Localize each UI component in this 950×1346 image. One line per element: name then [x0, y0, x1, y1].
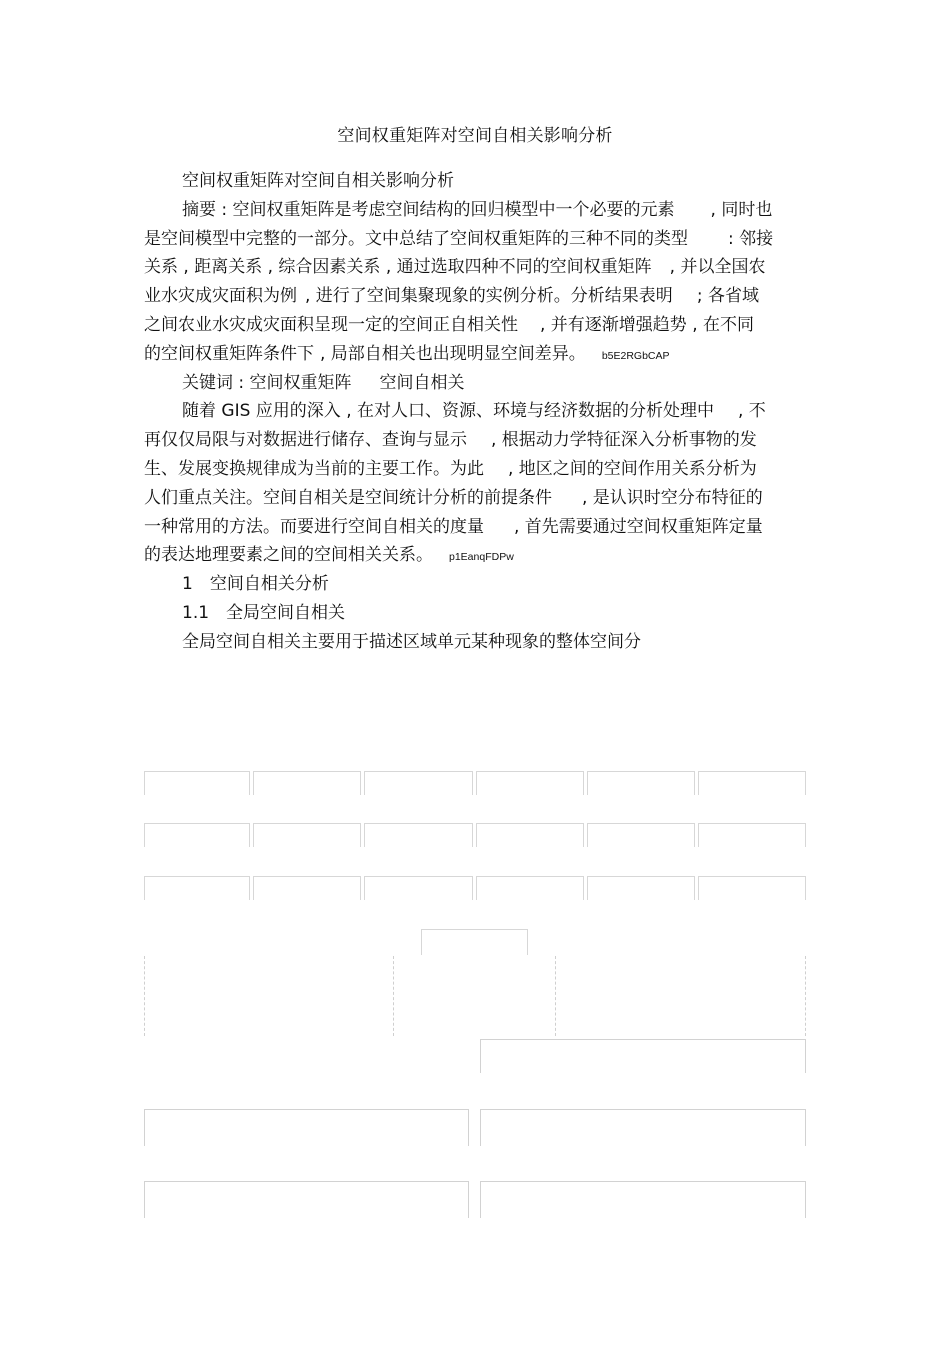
intro-line-5: 一种常用的方法。而要进行空间自相关的度量 , 首先需要通过空间权重矩阵定量: [144, 516, 763, 537]
dashed-divider: [393, 956, 394, 1036]
intro-code: p1EanqFDPw: [449, 551, 514, 564]
table-cell: [587, 823, 695, 847]
abstract-line-2: 是空间模型中完整的一部分。文中总结了空间权重矩阵的三种不同的类型 : 邻接: [144, 228, 774, 249]
intro-line-4: 人们重点关注。空间自相关是空间统计分析的前提条件 , 是认识时空分布特征的: [144, 487, 763, 508]
table-cell: [144, 876, 250, 900]
table-cell: [698, 876, 806, 900]
table-cell: [364, 823, 473, 847]
formula-box: [480, 1039, 806, 1073]
subtitle-line: 空间权重矩阵对空间自相关影响分析: [182, 171, 454, 191]
formula-box: [421, 929, 528, 955]
dashed-divider: [805, 956, 806, 1036]
table-cell: [476, 876, 584, 900]
intro-line-3: 生、发展变换规律成为当前的主要工作。为此 , 地区之间的空间作用关系分析为: [144, 458, 757, 479]
intro-line-1: 随着 GIS 应用的深入 , 在对人口、资源、环境与经济数据的分析处理中 , 不: [182, 401, 766, 422]
abstract-code: b5E2RGbCAP: [601, 349, 670, 362]
table-cell: [364, 876, 473, 900]
keywords-line: 关键词 : 空间权重矩阵 空间自相关: [182, 372, 465, 393]
table-cell: [698, 771, 806, 795]
formula-box: [144, 1181, 469, 1218]
abstract-line-6: 的空间权重矩阵条件下 , 局部自相关也出现明显空间差异。 b5E2RGbCAP: [144, 343, 670, 364]
intro-line-6: 的表达地理要素之间的空间相关关系。 p1EanqFDPw: [144, 545, 514, 566]
abstract-line-5: 之间农业水灾成灾面积呈现一定的空间正自相关性 , 并有逐渐增强趋势 , 在不同: [144, 314, 755, 335]
section-heading-1-1: 1.1 全局空间自相关: [182, 602, 346, 623]
document-body: [144, 167, 806, 657]
abstract-line-3: 关系 , 距离关系 , 综合因素关系 , 通过选取四种不同的空间权重矩阵 , 并以全国农: [144, 257, 766, 278]
dashed-divider: [555, 956, 556, 1036]
document-title: 空间权重矩阵对空间自相关影响分析: [337, 126, 613, 146]
dashed-divider: [144, 956, 145, 1036]
table-cell: [144, 771, 250, 795]
table-cell: [364, 771, 473, 795]
table-cell: [253, 823, 361, 847]
section-text: 全局空间自相关主要用于描述区域单元某种现象的整体空间分: [182, 631, 641, 652]
table-cell: [476, 823, 584, 847]
formula-box: [144, 1109, 469, 1146]
abstract-line-1: 摘要 : 空间权重矩阵是考虑空间结构的回归模型中一个必要的元素 , 同时也: [182, 199, 773, 220]
table-cell: [698, 823, 806, 847]
section-heading-1: 1 空间自相关分析: [182, 574, 329, 595]
table-cell: [144, 823, 250, 847]
table-cell: [253, 771, 361, 795]
intro-line-2: 再仅仅局限与对数据进行储存、查询与显示 , 根据动力学特征深入分析事物的发: [144, 430, 757, 451]
formula-box: [480, 1109, 806, 1146]
formula-box: [480, 1181, 806, 1218]
abstract-line-4: 业水灾成灾面积为例 , 进行了空间集聚现象的实例分析。分析结果表明 ; 各省域: [144, 286, 759, 307]
table-cell: [587, 771, 695, 795]
table-cell: [476, 771, 584, 795]
table-cell: [587, 876, 695, 900]
table-cell: [253, 876, 361, 900]
